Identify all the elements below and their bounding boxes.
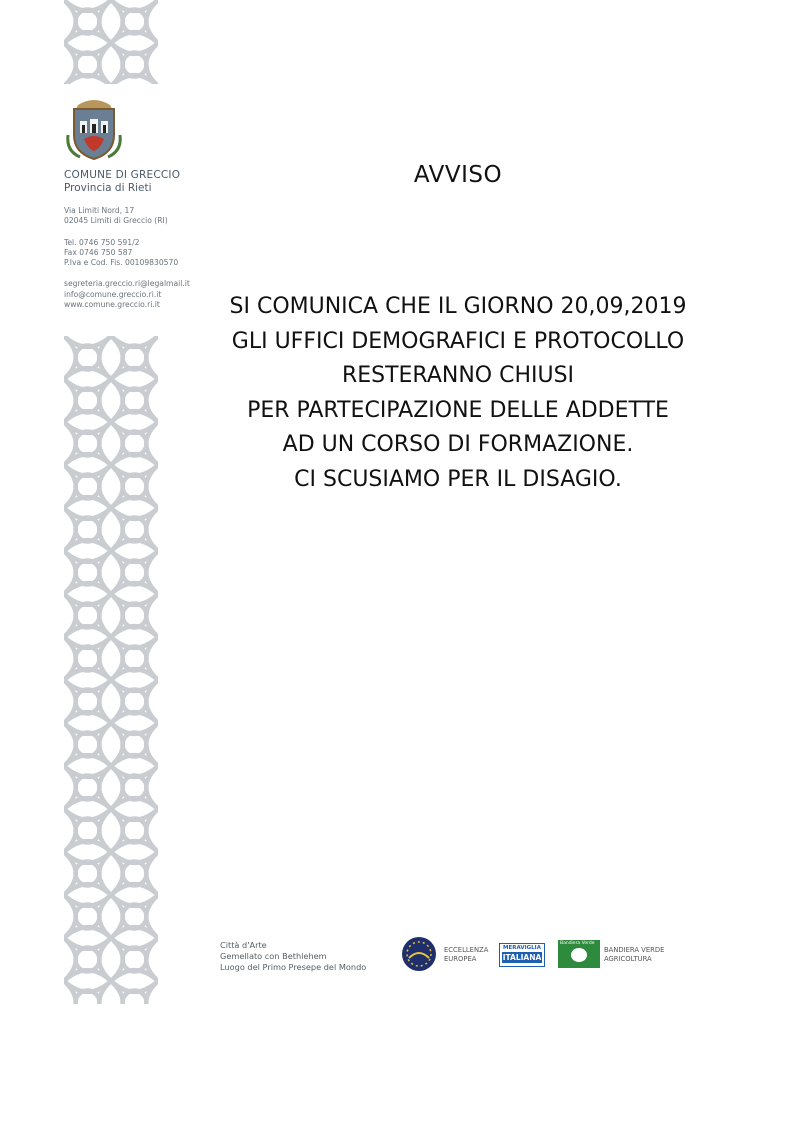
fax: Fax 0746 750 587 <box>64 247 133 257</box>
bandiera-line-2: AGRICOLTURA <box>604 955 652 963</box>
notice-body <box>192 290 724 497</box>
decorative-pattern-side <box>64 336 158 1004</box>
notice-title: AVVISO <box>413 162 503 188</box>
municipality-name: COMUNE DI GRECCIO <box>64 169 181 181</box>
bandiera-emblem-icon <box>571 948 587 962</box>
website-link[interactable]: www.comune.greccio.ri.it <box>64 300 160 310</box>
notice-line: AD UN CORSO DI FORMAZIONE. <box>282 432 634 457</box>
notice-line: GLI UFFICI DEMOGRAFICI E PROTOCOLLO <box>231 328 685 354</box>
footer-line-1: Città d'Arte <box>220 940 267 950</box>
notice-line: PER PARTECIPAZIONE DELLE ADDETTE <box>247 397 669 423</box>
province-name: Provincia di Rieti <box>64 182 152 194</box>
eccellenza-europea-logo-icon <box>399 936 439 972</box>
notice-line: RESTERANNO CHIUSI <box>341 363 575 388</box>
bandiera-badge-text: Bandiera Verde <box>560 941 595 946</box>
municipal-crest-icon <box>60 95 128 163</box>
address-line-1: Via Limiti Nord, 17 <box>64 206 135 215</box>
meraviglia-line-1: MERAVIGLIA <box>503 945 541 951</box>
address-line-2: 02045 Limiti di Greccio (RI) <box>64 216 168 226</box>
notice-line: SI COMUNICA CHE IL GIORNO 20,09,2019 <box>229 294 687 319</box>
telephone: Tel. 0746 750 591/2 <box>64 237 140 247</box>
meraviglia-italiana-logo <box>499 943 545 967</box>
pec-email-link[interactable]: segreteria.greccio.ri@legalmail.it <box>64 279 190 289</box>
eccellenza-line-1: ECCELLENZA <box>444 946 489 954</box>
bandiera-label <box>604 946 664 964</box>
meraviglia-line-2: ITALIANA <box>502 953 542 962</box>
info-email-link[interactable]: info@comune.greccio.ri.it <box>64 289 162 299</box>
bandiera-verde-logo <box>558 940 600 968</box>
footer-line-2: Gemellato con Bethlehem <box>220 951 327 961</box>
eccellenza-line-2: EUROPEA <box>444 955 477 963</box>
eccellenza-label <box>444 946 488 964</box>
decorative-pattern-top <box>64 0 158 84</box>
footer-line-3: Luogo del Primo Presepe del Mondo <box>220 962 367 972</box>
vat-code: P.Iva e Cod. Fis. 00109830570 <box>64 258 179 268</box>
notice-line: CI SCUSIAMO PER IL DISAGIO. <box>294 466 622 492</box>
footer-text <box>220 940 366 973</box>
bandiera-line-1: BANDIERA VERDE <box>604 946 665 954</box>
